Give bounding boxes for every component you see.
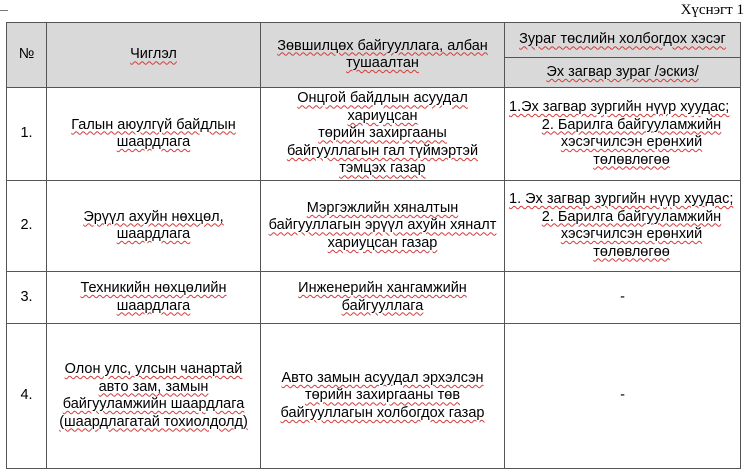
table-row [7,272,741,324]
row-direction: Галын аюулгүй байдлын шаардлага [47,88,261,181]
row-drawing: 1.Эх загвар зургийн нүүр хуудас; 2. Барилга байгууламжийн хэсэгчилсэн ерөнхий төлөвлөгөө [505,88,741,181]
row-organization: Мэргэжлийн хяналтын байгууллагын эрүүл ахуйн хяналт хариуцсан газар [261,181,505,272]
row-direction: Техникийн нөхцөлийн шаардлага [47,272,261,324]
row-organization: Онцгой байдлын асуудал хариуцсан төрийн захиргааны байгууллагын гал түймэртэй тэмцэх газар [261,88,505,181]
row-organization: Авто замын асуудал эрхэлсэн төрийн захиргааны төв байгууллагын холбогдох газар [261,324,505,469]
row-drawing: 1. Эх загвар зургийн нүүр хуудас; 2. Барилга байгууламжийн хэсэгчилсэн ерөнхий төлөвлөгөө [505,181,741,272]
corner-mark [0,10,8,11]
row-drawing: - [505,272,741,324]
table-row [7,88,741,181]
header-drawing-section: Зураг төслийн холбогдох хэсэг [505,23,741,58]
requirements-table [6,22,741,469]
header-drawing-subsection: Эх загвар зураг /эскиз/ [505,58,741,88]
header-number: № [7,23,47,88]
row-direction: Олон улс, улсын чанартай авто зам, замын байгууламжийн шаардлага (шаардлагатай тохиолдолд) [47,324,261,469]
header-direction: Чиглэл [47,23,261,88]
row-number: 2. [7,181,47,272]
row-organization: Инженерийн хангамжийн байгууллага [261,272,505,324]
row-number: 3. [7,272,47,324]
row-number: 4. [7,324,47,469]
row-number: 1. [7,88,47,181]
table-row [7,181,741,272]
header-organization: Зөвшилцөх байгууллага, албан тушаалтан [261,23,505,88]
table-row [7,324,741,469]
table-caption: Хүснэгт 1 [680,2,744,18]
row-drawing: - [505,324,741,469]
row-direction: Эрүүл ахуйн нөхцөл, шаардлага [47,181,261,272]
